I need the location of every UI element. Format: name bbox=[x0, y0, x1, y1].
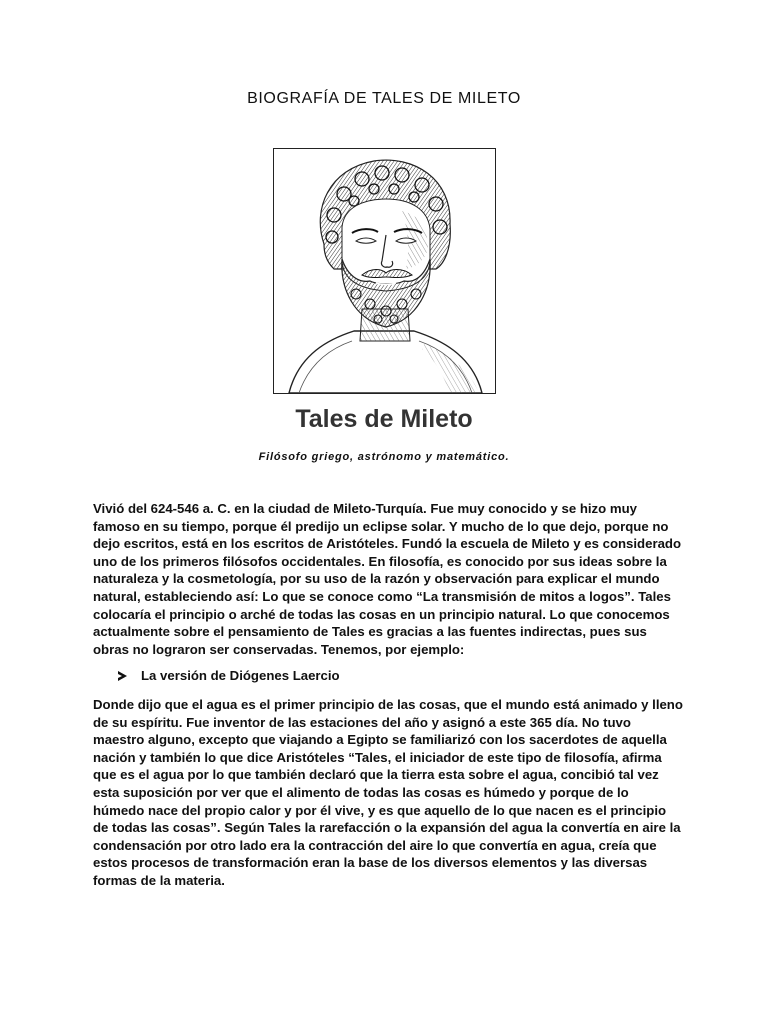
person-subtitle: Filósofo griego, astrónomo y matemático. bbox=[258, 451, 510, 463]
bullet-list-item bbox=[118, 668, 340, 683]
bullet-item-label: La versión de Diógenes Laercio bbox=[141, 668, 340, 683]
paragraph-diogenes-version: Donde dijo que el agua es el primer principio de las cosas, que el mundo está animado y lleno de su espíritu. Fue inventor de las estaciones del año y asignó a este 365 día. No tuvo maestro alguno, excepto que viajando a Egipto se familiarizó con los sacerdotes de aquella nación y también lo que dice Aristóteles “Tales, el iniciador de este tipo de filosofía, afirma que es el agua por lo que también declaró que la tierra esta sobre el agua, concibió tal vez esta suposición por ver que el alimento de todas las cosas es húmedo y porque de lo húmedo nace del propio calor y por él vive, y es que aquello de lo que nacen es el principio de todas las cosas”. Según Tales la rarefacción o la expansión del agua la convertía en aire la condensación por otro lado era la contracción del aire lo que convertía en agua, creía que estos procesos de transformación eran la base de los diversos elementos y las diversas formas de la materia. bbox=[93, 697, 683, 888]
document-title: BIOGRAFÍA DE TALES DE MILETO bbox=[247, 90, 521, 107]
arrowhead-bullet-icon bbox=[118, 671, 127, 681]
engraved-bust-portrait-icon bbox=[274, 149, 495, 393]
portrait-image bbox=[273, 148, 496, 394]
person-name-heading: Tales de Mileto bbox=[295, 405, 473, 433]
paragraph-biography-intro: Vivió del 624-546 a. C. en la ciudad de Mileto-Turquía. Fue muy conocido y se hizo muy famoso en su tiempo, porque él predijo un eclipse solar. Y mucho de lo que dejo, porque no dejo escritos, está en los escritos de Aristóteles. Fundó la escuela de Mileto y es considerado uno de los primeros filósofos occidentales. En filosofía, es conocido por sus ideas sobre la naturaleza y la cosmetología, por su uso de la razón y observación para explicar el mundo natural, estableciendo así: Lo que se conoce como “La transmisión de mitos a logos”. Tales colocaría el principio o arché de todas las cosas en un principio natural. Lo que conocemos actualmente sobre el pensamiento de Tales es gracias a las fuentes indirectas, pues sus obras no lograron ser conservadas. Tenemos, por ejemplo: bbox=[93, 501, 682, 657]
